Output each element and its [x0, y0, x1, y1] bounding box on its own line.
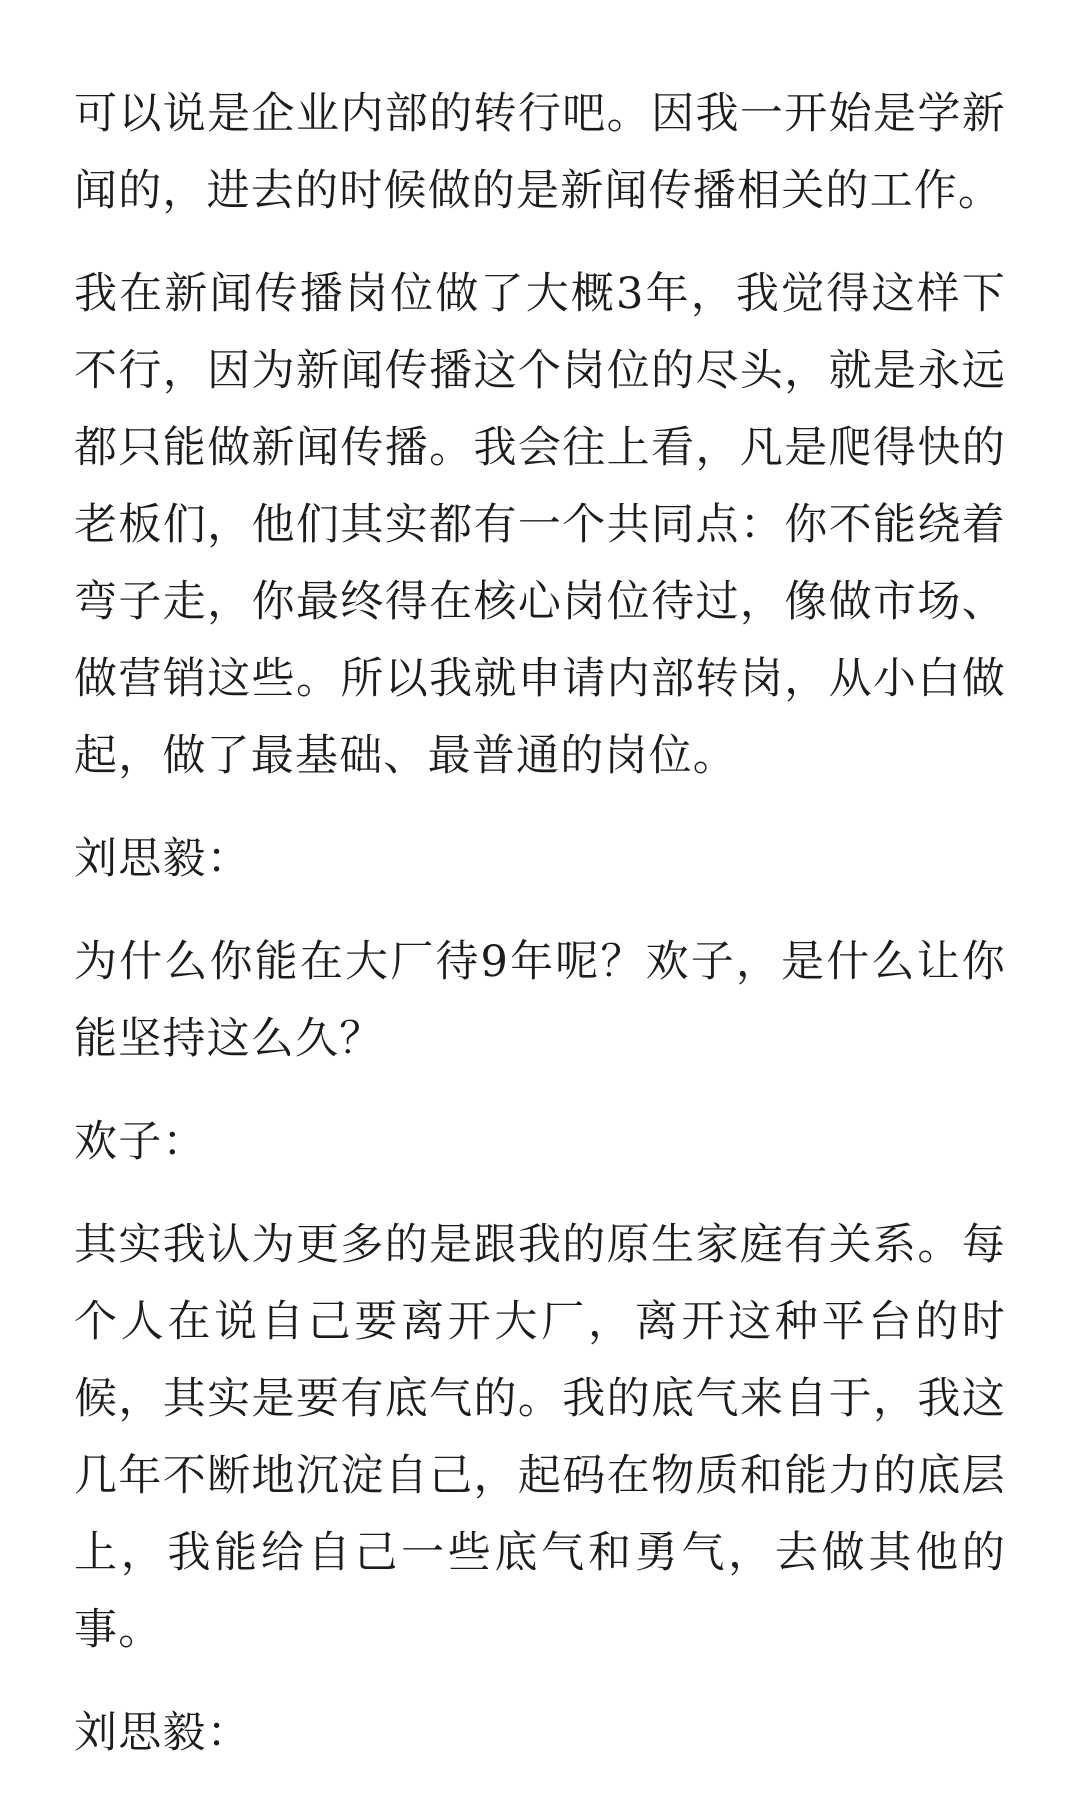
- speaker-label-huanzi: 欢子：: [74, 1117, 207, 1167]
- paragraph-question: 为什么你能在大厂待9年呢？欢子，是什么让你能坚持这么久？: [74, 937, 1006, 1064]
- speaker-label-liu-siyi: 刘思毅：: [74, 834, 251, 884]
- paragraph-career-switch: 可以说是企业内部的转行吧。因我一开始是学新闻的，进去的时候做的是新闻传播相关的工作。: [74, 89, 1006, 216]
- paragraph-answer: 其实我认为更多的是跟我的原生家庭有关系。每个人在说自己要离开大厂，离开这种平台的时候，其实是要有底气的。我的底气来自于，我这几年不断地沉淀自己，起码在物质和能力的底层上，我能给自己一些底气和勇气，去做其他的事。: [74, 1220, 1006, 1655]
- speaker-label-liu-siyi-2: 刘思毅：: [74, 1708, 251, 1758]
- paragraph-journalism-years: 我在新闻传播岗位做了大概3年，我觉得这样下不行，因为新闻传播这个岗位的尽头，就是永远都只能做新闻传播。我会往上看，凡是爬得快的老板们，他们其实都有一个共同点：你不能绕着弯子走，你最终得在核心岗位待过，像做市场、做营销这些。所以我就申请内部转岗，从小白做起，做了最基础、最普通的岗位。: [74, 269, 1006, 781]
